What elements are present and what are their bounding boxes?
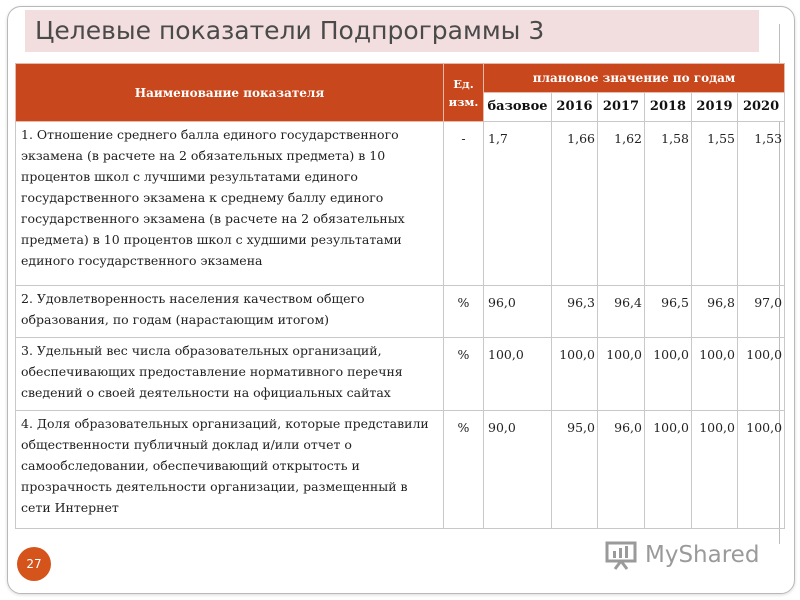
table-row [16, 411, 785, 529]
value-cell: 1,62 [598, 122, 645, 286]
indicator-name: 4. Доля образовательных организаций, которые представили общественности публичный доклад и/или отчет о самообследовании, обеспечивающий открытость и прозрачность деятельности организации, размещенный в сети Интернет [16, 411, 444, 529]
value-cell: 97,0 [738, 286, 785, 338]
header-year: 2018 [645, 93, 692, 122]
page-number-badge: 27 [17, 547, 51, 581]
indicator-unit: % [444, 411, 484, 529]
table-row [16, 338, 785, 411]
indicator-unit: - [444, 122, 484, 286]
slide-title: Целевые показатели Подпрограммы 3 [25, 10, 759, 52]
value-cell: 90,0 [484, 411, 552, 529]
value-cell: 100,0 [738, 338, 785, 411]
value-cell: 1,55 [692, 122, 738, 286]
header-year: 2019 [692, 93, 738, 122]
value-cell: 100,0 [552, 338, 598, 411]
value-cell: 100,0 [692, 411, 738, 529]
header-plan: плановое значение по годам [484, 64, 785, 93]
header-year: 2020 [738, 93, 785, 122]
value-cell: 1,7 [484, 122, 552, 286]
value-cell: 100,0 [645, 411, 692, 529]
value-cell: 1,66 [552, 122, 598, 286]
value-cell: 96,3 [552, 286, 598, 338]
table-row [16, 122, 785, 286]
value-cell: 100,0 [738, 411, 785, 529]
value-cell: 96,4 [598, 286, 645, 338]
value-cell: 1,53 [738, 122, 785, 286]
value-cell: 100,0 [645, 338, 692, 411]
value-cell: 95,0 [552, 411, 598, 529]
value-cell: 96,0 [598, 411, 645, 529]
indicator-unit: % [444, 338, 484, 411]
header-year: 2016 [552, 93, 598, 122]
indicator-unit: % [444, 286, 484, 338]
value-cell: 96,0 [484, 286, 552, 338]
value-cell: 96,8 [692, 286, 738, 338]
header-name: Наименование показателя [16, 64, 444, 122]
header-year: базовое [484, 93, 552, 122]
presentation-icon [605, 540, 639, 570]
header-unit: Ед. изм. [444, 64, 484, 122]
logo-text: MyShared [645, 542, 760, 568]
header-year: 2017 [598, 93, 645, 122]
table-row [16, 286, 785, 338]
value-cell: 96,5 [645, 286, 692, 338]
value-cell: 100,0 [692, 338, 738, 411]
indicator-name: 3. Удельный вес числа образовательных организаций, обеспечивающих предоставление нормативного перечня сведений о своей деятельности на официальных сайтах [16, 338, 444, 411]
value-cell: 100,0 [484, 338, 552, 411]
value-cell: 100,0 [598, 338, 645, 411]
indicator-name: 2. Удовлетворенность населения качеством общего образования, по годам (нарастающим итогом) [16, 286, 444, 338]
indicator-name: 1. Отношение среднего балла единого государственного экзамена (в расчете на 2 обязательных предмета) в 10 процентов школ с лучшими результатами единого государственного экзамена к среднему баллу единого государственного экзамена (в расчете на 2 обязательных предмета) в 10 процентов школ с худшими результатами единого государственного экзамена [16, 122, 444, 286]
value-cell: 1,58 [645, 122, 692, 286]
indicators-table [15, 63, 785, 529]
myshared-logo [605, 535, 759, 575]
